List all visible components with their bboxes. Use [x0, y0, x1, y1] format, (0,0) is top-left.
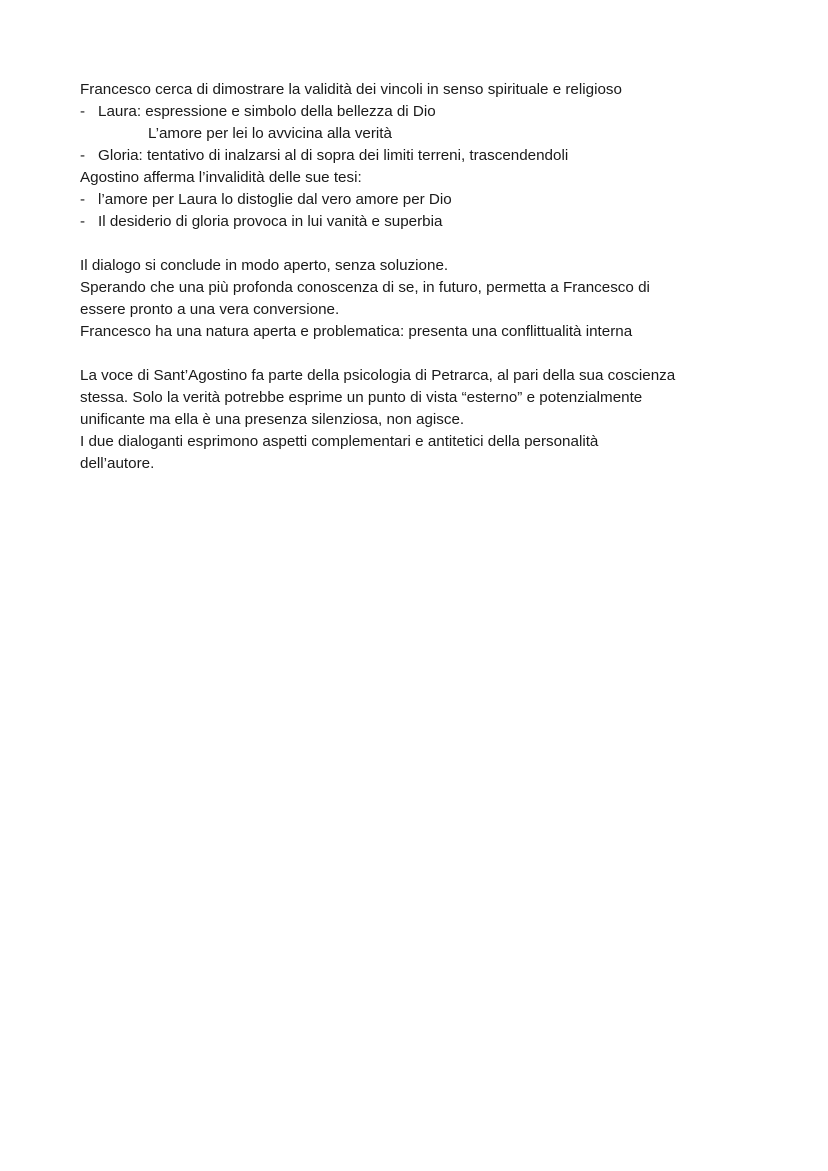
bullet-laura-subline: L’amore per lei lo avvicina alla verità: [148, 125, 392, 142]
bullet-text: l’amore per Laura lo distoglie dal vero amore per Dio: [98, 191, 452, 208]
bullet-dash: -: [80, 191, 86, 208]
paragraph-intro: Francesco cerca di dimostrare la validità dei vincoli in senso spirituale e religioso: [80, 81, 622, 98]
paragraph-line: I due dialoganti esprimono aspetti complementari e antitetici della personalità: [80, 433, 599, 450]
bullet-amore: [80, 189, 770, 211]
bullet-dash: -: [80, 213, 86, 230]
paragraph-line: stessa. Solo la verità potrebbe esprime un punto di vista “esterno” e potenzialmente: [80, 389, 643, 406]
paragraph-agostino: Agostino afferma l’invalidità delle sue tesi:: [80, 169, 362, 186]
paragraph-line: Il dialogo si conclude in modo aperto, senza soluzione.: [80, 257, 449, 274]
bullet-text: Gloria: tentativo di inalzarsi al di sopra dei limiti terreni, trascendendoli: [98, 147, 569, 164]
paragraph-line: dell’autore.: [80, 455, 155, 472]
paragraph-gap: [80, 343, 770, 365]
paragraph-gap: [80, 233, 770, 255]
paragraph-line: Sperando che una più profonda conoscenza di se, in futuro, permetta a Francesco di: [80, 279, 650, 296]
bullet-laura: [80, 101, 770, 123]
bullet-dash: -: [80, 103, 86, 120]
paragraph-line: La voce di Sant’Agostino fa parte della psicologia di Petrarca, al pari della sua coscienza: [80, 367, 676, 384]
bullet-text: Laura: espressione e simbolo della bellezza di Dio: [98, 103, 436, 120]
paragraph-line: unificante ma ella è una presenza silenziosa, non agisce.: [80, 411, 465, 428]
bullet-dash: -: [80, 147, 86, 164]
bullet-desiderio: [80, 211, 770, 233]
paragraph-line: essere pronto a una vera conversione.: [80, 301, 340, 318]
bullet-text: Il desiderio di gloria provoca in lui vanità e superbia: [98, 213, 443, 230]
paragraph-line: Francesco ha una natura aperta e problematica: presenta una conflittualità interna: [80, 323, 633, 340]
document-body: [80, 79, 770, 475]
bullet-gloria: [80, 145, 770, 167]
